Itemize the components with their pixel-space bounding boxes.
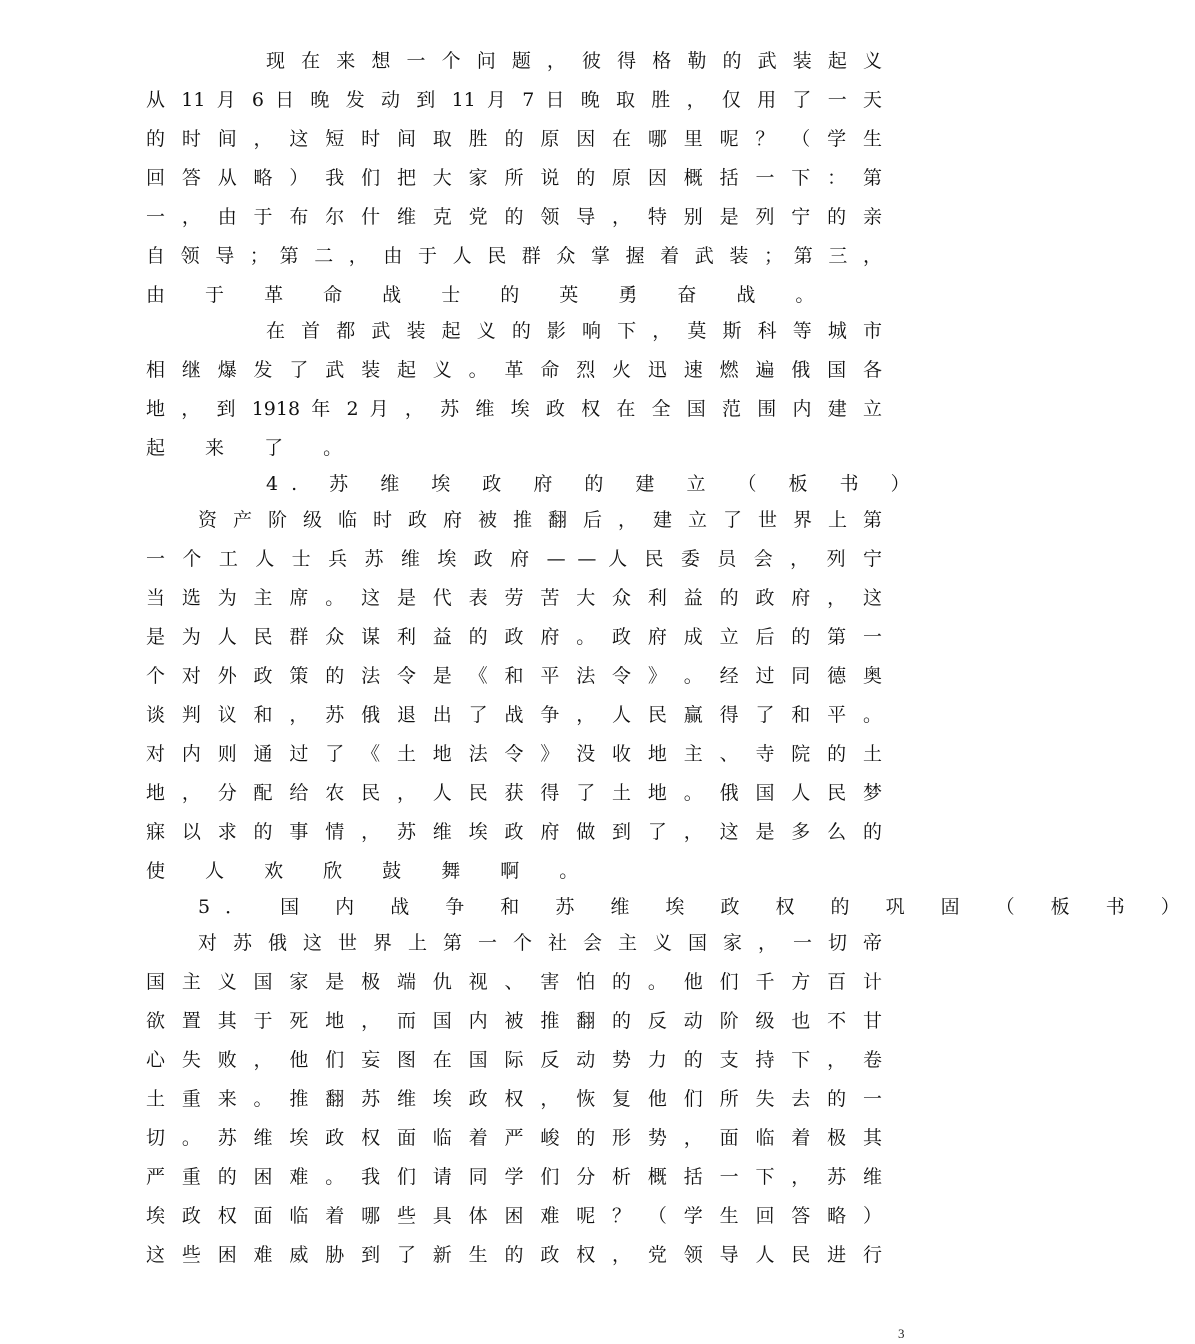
text-line: 一 个 工 人 士 兵 苏 维 埃 政 府 — — 人 民 委 员 会 ， 列 宁: [146, 548, 882, 570]
text-line: 起 来 了 。: [146, 437, 360, 459]
text-line: 当 选 为 主 席 。 这 是 代 表 劳 苦 大 众 利 益 的 政 府 ， 这: [146, 587, 882, 609]
text-line: 回 答 从 略 ） 我 们 把 大 家 所 说 的 原 因 概 括 一 下 ： 第: [146, 167, 882, 189]
text-line: 欲 置 其 于 死 地 ， 而 国 内 被 推 翻 的 反 动 阶 级 也 不 甘: [146, 1010, 882, 1032]
text-line: 使 人 欢 欣 鼓 舞 啊 。: [146, 860, 596, 882]
text-line: 自 领 导 ； 第 二 ， 由 于 人 民 群 众 掌 握 着 武 装 ； 第 三 ，: [146, 245, 882, 267]
text-line: 心 失 败 ， 他 们 妄 图 在 国 际 反 动 势 力 的 支 持 下 ， 卷: [146, 1049, 882, 1071]
text-line: 在 首 都 武 装 起 义 的 影 响 下 ， 莫 斯 科 等 城 市: [266, 320, 882, 342]
text-line: 个 对 外 政 策 的 法 令 是 《 和 平 法 令 》 。 经 过 同 德 奥: [146, 665, 882, 687]
text-line: 寐 以 求 的 事 情 ， 苏 维 埃 政 府 做 到 了 ， 这 是 多 么 的: [146, 821, 882, 843]
text-line: 地 ， 到 1918 年 2 月 ， 苏 维 埃 政 权 在 全 国 范 围 内 建 立: [146, 398, 882, 420]
section-heading: 4. 苏 维 埃 政 府 的 建 立 （ 板 书 ）: [266, 473, 923, 495]
text-line: 资 产 阶 级 临 时 政 府 被 推 翻 后 ， 建 立 了 世 界 上 第: [198, 509, 882, 531]
page-number: 3: [898, 1326, 905, 1341]
text-line: 一 ， 由 于 布 尔 什 维 克 党 的 领 导 ， 特 别 是 列 宁 的 亲: [146, 206, 882, 228]
text-line: 地 ， 分 配 给 农 民 ， 人 民 获 得 了 土 地 。 俄 国 人 民 梦: [146, 782, 882, 804]
text-line: 对 内 则 通 过 了 《 土 地 法 令 》 没 收 地 主 、 寺 院 的 土: [146, 743, 882, 765]
text-line: 从 11 月 6 日 晚 发 动 到 11 月 7 日 晚 取 胜 ， 仅 用 了 一 天: [146, 89, 882, 111]
text-line: 埃 政 权 面 临 着 哪 些 具 体 困 难 呢 ？ （ 学 生 回 答 略 ）: [146, 1205, 882, 1227]
text-line: 的 时 间 ， 这 短 时 间 取 胜 的 原 因 在 哪 里 呢 ？ （ 学 生: [146, 128, 882, 150]
text-line: 国 主 义 国 家 是 极 端 仇 视 、 害 怕 的 。 他 们 千 方 百 计: [146, 971, 882, 993]
text-line: 这 些 困 难 威 胁 到 了 新 生 的 政 权 ， 党 领 导 人 民 进 行: [146, 1244, 882, 1266]
text-line: 土 重 来 。 推 翻 苏 维 埃 政 权 ， 恢 复 他 们 所 失 去 的 一: [146, 1088, 882, 1110]
text-line: 谈 判 议 和 ， 苏 俄 退 出 了 战 争 ， 人 民 赢 得 了 和 平 。: [146, 704, 882, 726]
text-line: 对 苏 俄 这 世 界 上 第 一 个 社 会 主 义 国 家 ， 一 切 帝: [198, 932, 882, 954]
text-line: 切 。 苏 维 埃 政 权 面 临 着 严 峻 的 形 势 ， 面 临 着 极 其: [146, 1127, 882, 1149]
section-heading: 5． 国 内 战 争 和 苏 维 埃 政 权 的 巩 固 （ 板 书 ）: [198, 896, 1195, 918]
text-line: 由 于 革 命 战 士 的 英 勇 奋 战 。: [146, 284, 832, 306]
text-line: 相 继 爆 发 了 武 装 起 义 。 革 命 烈 火 迅 速 燃 遍 俄 国 各: [146, 359, 882, 381]
text-line: 现 在 来 想 一 个 问 题 ， 彼 得 格 勒 的 武 装 起 义: [266, 50, 882, 72]
text-line: 是 为 人 民 群 众 谋 利 益 的 政 府 。 政 府 成 立 后 的 第 一: [146, 626, 882, 648]
text-line: 严 重 的 困 难 。 我 们 请 同 学 们 分 析 概 括 一 下 ， 苏 维: [146, 1166, 882, 1188]
